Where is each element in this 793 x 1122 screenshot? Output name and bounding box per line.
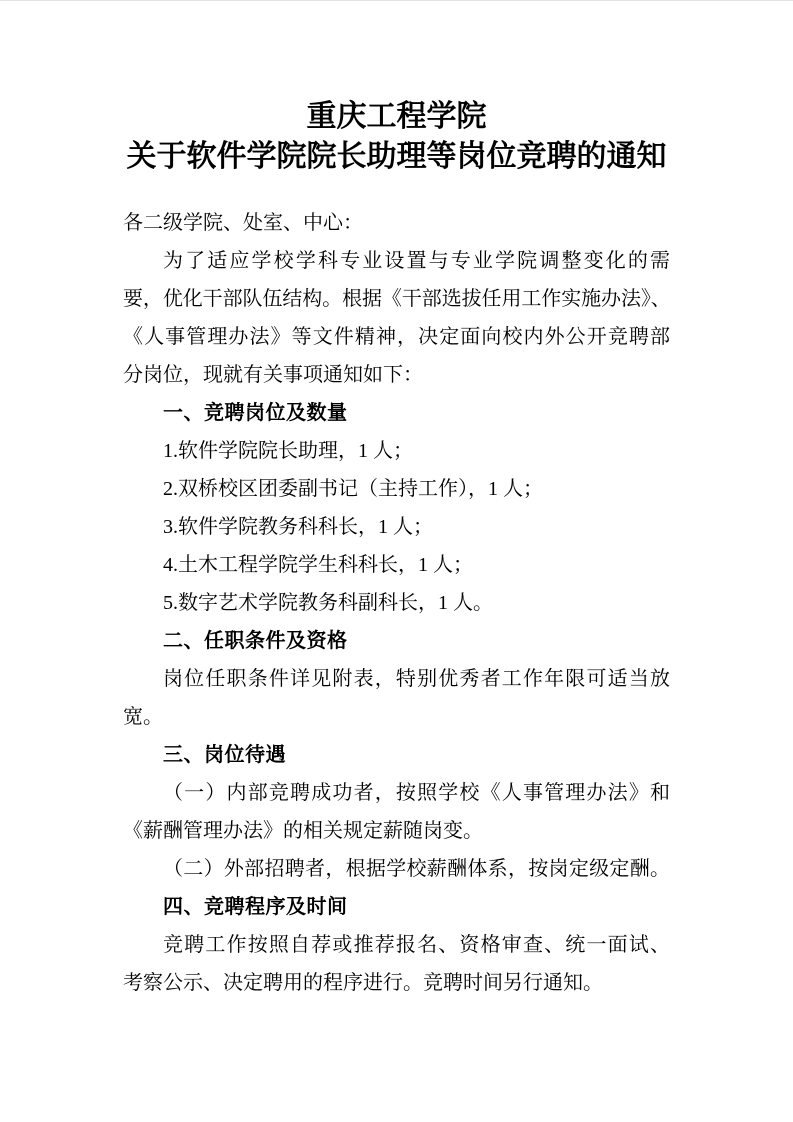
section-2-line-1: 岗位任职条件详见附表，特别优秀者工作年限可适当放 <box>163 668 670 690</box>
section-3-para-2: （二）外部招聘者，根据学校薪酬体系，按岗定级定酬。 <box>163 858 670 880</box>
section-3-para-1-line-1: （一）内部竞聘成功者，按照学校《人事管理办法》和 <box>163 782 670 804</box>
position-item-3: 3.软件学院教务科科长，1 人； <box>163 516 433 538</box>
position-item-5: 5.数字艺术学院教务科副科长，1 人。 <box>163 592 493 614</box>
document-subtitle: 关于软件学院院长助理等岗位竞聘的通知 <box>126 140 667 173</box>
section-4-line-1: 竞聘工作按照自荐或推荐报名、资格审查、统一面试、 <box>163 934 670 956</box>
section-3-heading: 三、岗位待遇 <box>163 744 286 766</box>
section-4-line-2: 考察公示、决定聘用的程序进行。竞聘时间另行通知。 <box>123 972 603 994</box>
section-4-heading: 四、竞聘程序及时间 <box>163 896 348 918</box>
document-title-block <box>123 97 670 177</box>
intro-line-2: 要，优化干部队伍结构。根据《干部选拔任用工作实施办法》、 <box>123 288 670 310</box>
document-content <box>0 97 793 1002</box>
position-item-1: 1.软件学院院长助理，1 人； <box>163 440 413 462</box>
position-item-2: 2.双桥校区团委副书记（主持工作），1 人； <box>163 478 543 500</box>
intro-line-3: 《人事管理办法》等文件精神，决定面向校内外公开竞聘部 <box>123 326 670 348</box>
section-2-line-2: 宽。 <box>123 706 163 728</box>
intro-line-1: 为了适应学校学科专业设置与专业学院调整变化的需 <box>163 250 670 272</box>
intro-line-4: 分岗位，现就有关事项通知如下： <box>123 364 423 386</box>
salutation: 各二级学院、处室、中心： <box>123 212 363 234</box>
section-2-heading: 二、任职条件及资格 <box>163 630 348 652</box>
section-3-para-1-line-2: 《薪酬管理办法》的相关规定薪随岗变。 <box>123 820 483 842</box>
position-item-4: 4.土木工程学院学生科科长，1 人； <box>163 554 473 576</box>
section-1-heading: 一、竞聘岗位及数量 <box>163 402 348 424</box>
document-body <box>123 204 670 1002</box>
document-title: 重庆工程学院 <box>306 100 487 133</box>
